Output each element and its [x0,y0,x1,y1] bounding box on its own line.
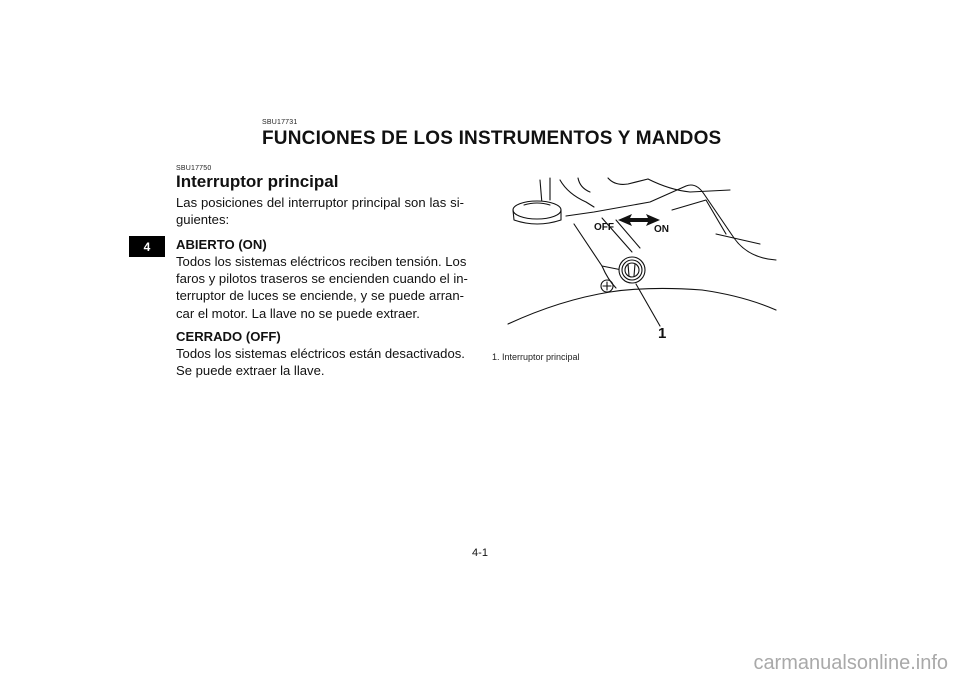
section-code-top: SBU17731 [262,119,298,126]
off-heading: CERRADO (OFF) [176,329,281,344]
on-line: terruptor de luces se enciende, y se puede arran- [176,288,464,304]
main-switch-illustration [490,176,780,351]
off-line: Se puede extraer la llave. [176,363,325,379]
on-line: faros y pilotos traseros se encienden cuando el in- [176,271,468,287]
on-paragraph [176,253,468,322]
off-label: OFF [594,222,614,233]
page-number: 4-1 [472,547,488,559]
watermark: carmanualsonline.info [753,652,948,674]
on-label: ON [654,224,669,235]
intro-line: guientes: [176,212,230,228]
on-heading: ABIERTO (ON) [176,237,267,252]
intro-paragraph [176,194,464,228]
section-code: SBU17750 [176,165,212,172]
callout-number: 1 [658,325,667,342]
section-title: Interruptor principal [176,172,339,191]
chapter-tab: 4 [129,236,165,257]
on-line: Todos los sistemas eléctricos reciben tensión. Los [176,254,467,269]
page-title: FUNCIONES DE LOS INSTRUMENTOS Y MANDOS [262,128,722,149]
on-line: car el motor. La llave no se puede extraer. [176,305,420,321]
off-line: Todos los sistemas eléctricos están desactivados. [176,346,465,361]
off-paragraph [176,345,464,379]
intro-line: Las posiciones del interruptor principal son las si- [176,195,464,210]
figure-caption: 1. Interruptor principal [492,352,580,362]
